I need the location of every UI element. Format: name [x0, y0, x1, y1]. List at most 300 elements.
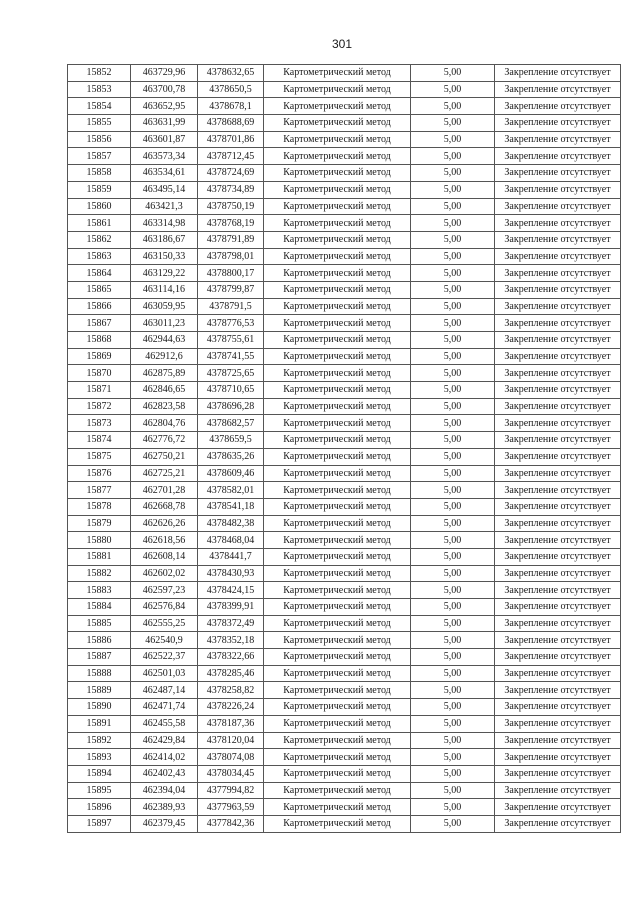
- point-number-cell: 15872: [68, 398, 131, 415]
- point-number-cell: 15883: [68, 582, 131, 599]
- fixing-cell: Закрепление отсутствует: [495, 465, 621, 482]
- y-coordinate-cell: 4378074,08: [198, 749, 264, 766]
- x-coordinate-cell: 462846,65: [131, 382, 198, 399]
- method-cell: Картометрический метод: [264, 765, 411, 782]
- point-number-cell: 15859: [68, 181, 131, 198]
- method-cell: Картометрический метод: [264, 382, 411, 399]
- method-cell: Картометрический метод: [264, 281, 411, 298]
- method-cell: Картометрический метод: [264, 515, 411, 532]
- fixing-cell: Закрепление отсутствует: [495, 231, 621, 248]
- method-cell: Картометрический метод: [264, 615, 411, 632]
- x-coordinate-cell: 462522,37: [131, 649, 198, 666]
- point-number-cell: 15875: [68, 448, 131, 465]
- accuracy-cell: 5,00: [411, 231, 495, 248]
- accuracy-cell: 5,00: [411, 298, 495, 315]
- accuracy-cell: 5,00: [411, 665, 495, 682]
- table-row: [68, 565, 621, 582]
- x-coordinate-cell: 463652,95: [131, 98, 198, 115]
- x-coordinate-cell: 463700,78: [131, 81, 198, 98]
- method-cell: Картометрический метод: [264, 315, 411, 332]
- point-number-cell: 15879: [68, 515, 131, 532]
- method-cell: Картометрический метод: [264, 81, 411, 98]
- point-number-cell: 15880: [68, 532, 131, 549]
- y-coordinate-cell: 4378724,69: [198, 165, 264, 182]
- fixing-cell: Закрепление отсутствует: [495, 482, 621, 499]
- fixing-cell: Закрепление отсутствует: [495, 181, 621, 198]
- table-row: [68, 315, 621, 332]
- accuracy-cell: 5,00: [411, 81, 495, 98]
- x-coordinate-cell: 463495,14: [131, 181, 198, 198]
- point-number-cell: 15884: [68, 599, 131, 616]
- point-number-cell: 15865: [68, 281, 131, 298]
- method-cell: Картометрический метод: [264, 448, 411, 465]
- y-coordinate-cell: 4378701,86: [198, 131, 264, 148]
- table-row: [68, 699, 621, 716]
- fixing-cell: Закрепление отсутствует: [495, 365, 621, 382]
- point-number-cell: 15856: [68, 131, 131, 148]
- table-row: [68, 548, 621, 565]
- fixing-cell: Закрепление отсутствует: [495, 632, 621, 649]
- fixing-cell: Закрепление отсутствует: [495, 415, 621, 432]
- fixing-cell: Закрепление отсутствует: [495, 65, 621, 82]
- x-coordinate-cell: 463186,67: [131, 231, 198, 248]
- accuracy-cell: 5,00: [411, 281, 495, 298]
- method-cell: Картометрический метод: [264, 715, 411, 732]
- x-coordinate-cell: 462501,03: [131, 665, 198, 682]
- x-coordinate-cell: 462576,84: [131, 599, 198, 616]
- x-coordinate-cell: 462750,21: [131, 448, 198, 465]
- method-cell: Картометрический метод: [264, 665, 411, 682]
- y-coordinate-cell: 4378258,82: [198, 682, 264, 699]
- table-row: [68, 432, 621, 449]
- accuracy-cell: 5,00: [411, 215, 495, 232]
- point-number-cell: 15852: [68, 65, 131, 82]
- table-row: [68, 599, 621, 616]
- point-number-cell: 15877: [68, 482, 131, 499]
- x-coordinate-cell: 462804,76: [131, 415, 198, 432]
- table-row: [68, 165, 621, 182]
- y-coordinate-cell: 4377994,82: [198, 782, 264, 799]
- method-cell: Картометрический метод: [264, 231, 411, 248]
- point-number-cell: 15857: [68, 148, 131, 165]
- accuracy-cell: 5,00: [411, 465, 495, 482]
- accuracy-cell: 5,00: [411, 448, 495, 465]
- method-cell: Картометрический метод: [264, 532, 411, 549]
- x-coordinate-cell: 462487,14: [131, 682, 198, 699]
- y-coordinate-cell: 4378120,04: [198, 732, 264, 749]
- accuracy-cell: 5,00: [411, 332, 495, 349]
- fixing-cell: Закрепление отсутствует: [495, 515, 621, 532]
- table-row: [68, 649, 621, 666]
- method-cell: Картометрический метод: [264, 782, 411, 799]
- method-cell: Картометрический метод: [264, 799, 411, 816]
- table-row: [68, 582, 621, 599]
- y-coordinate-cell: 4378582,01: [198, 482, 264, 499]
- y-coordinate-cell: 4378682,57: [198, 415, 264, 432]
- x-coordinate-cell: 462597,23: [131, 582, 198, 599]
- method-cell: Картометрический метод: [264, 365, 411, 382]
- table-row: [68, 131, 621, 148]
- method-cell: Картометрический метод: [264, 148, 411, 165]
- accuracy-cell: 5,00: [411, 248, 495, 265]
- method-cell: Картометрический метод: [264, 682, 411, 699]
- table-row: [68, 465, 621, 482]
- accuracy-cell: 5,00: [411, 765, 495, 782]
- accuracy-cell: 5,00: [411, 165, 495, 182]
- x-coordinate-cell: 462394,04: [131, 782, 198, 799]
- fixing-cell: Закрепление отсутствует: [495, 348, 621, 365]
- table-row: [68, 148, 621, 165]
- x-coordinate-cell: 463150,33: [131, 248, 198, 265]
- point-number-cell: 15895: [68, 782, 131, 799]
- y-coordinate-cell: 4378768,19: [198, 215, 264, 232]
- method-cell: Картометрический метод: [264, 348, 411, 365]
- point-number-cell: 15889: [68, 682, 131, 699]
- accuracy-cell: 5,00: [411, 548, 495, 565]
- method-cell: Картометрический метод: [264, 248, 411, 265]
- method-cell: Картометрический метод: [264, 565, 411, 582]
- method-cell: Картометрический метод: [264, 265, 411, 282]
- table-row: [68, 482, 621, 499]
- method-cell: Картометрический метод: [264, 98, 411, 115]
- point-number-cell: 15866: [68, 298, 131, 315]
- y-coordinate-cell: 4377963,59: [198, 799, 264, 816]
- accuracy-cell: 5,00: [411, 815, 495, 832]
- point-number-cell: 15885: [68, 615, 131, 632]
- accuracy-cell: 5,00: [411, 65, 495, 82]
- y-coordinate-cell: 4378755,61: [198, 332, 264, 349]
- fixing-cell: Закрепление отсутствует: [495, 548, 621, 565]
- point-number-cell: 15858: [68, 165, 131, 182]
- point-number-cell: 15886: [68, 632, 131, 649]
- point-number-cell: 15894: [68, 765, 131, 782]
- point-number-cell: 15893: [68, 749, 131, 766]
- y-coordinate-cell: 4378791,5: [198, 298, 264, 315]
- fixing-cell: Закрепление отсутствует: [495, 98, 621, 115]
- method-cell: Картометрический метод: [264, 198, 411, 215]
- x-coordinate-cell: 463729,96: [131, 65, 198, 82]
- y-coordinate-cell: 4378659,5: [198, 432, 264, 449]
- accuracy-cell: 5,00: [411, 599, 495, 616]
- fixing-cell: Закрепление отсутствует: [495, 682, 621, 699]
- table-row: [68, 398, 621, 415]
- fixing-cell: Закрепление отсутствует: [495, 665, 621, 682]
- table-row: [68, 281, 621, 298]
- method-cell: Картометрический метод: [264, 498, 411, 515]
- accuracy-cell: 5,00: [411, 632, 495, 649]
- accuracy-cell: 5,00: [411, 782, 495, 799]
- point-number-cell: 15867: [68, 315, 131, 332]
- x-coordinate-cell: 462626,26: [131, 515, 198, 532]
- method-cell: Картометрический метод: [264, 599, 411, 616]
- method-cell: Картометрический метод: [264, 649, 411, 666]
- table-row: [68, 515, 621, 532]
- table-row: [68, 732, 621, 749]
- page-number: 301: [331, 37, 353, 51]
- y-coordinate-cell: 4378734,89: [198, 181, 264, 198]
- x-coordinate-cell: 462402,43: [131, 765, 198, 782]
- point-number-cell: 15860: [68, 198, 131, 215]
- x-coordinate-cell: 463129,22: [131, 265, 198, 282]
- table-row: [68, 815, 621, 832]
- method-cell: Картометрический метод: [264, 332, 411, 349]
- fixing-cell: Закрепление отсутствует: [495, 248, 621, 265]
- accuracy-cell: 5,00: [411, 749, 495, 766]
- point-number-cell: 15871: [68, 382, 131, 399]
- y-coordinate-cell: 4378609,46: [198, 465, 264, 482]
- table-row: [68, 81, 621, 98]
- fixing-cell: Закрепление отсутствует: [495, 599, 621, 616]
- table-row: [68, 448, 621, 465]
- point-number-cell: 15874: [68, 432, 131, 449]
- fixing-cell: Закрепление отсутствует: [495, 582, 621, 599]
- accuracy-cell: 5,00: [411, 799, 495, 816]
- point-number-cell: 15853: [68, 81, 131, 98]
- table-row: [68, 365, 621, 382]
- point-number-cell: 15868: [68, 332, 131, 349]
- y-coordinate-cell: 4378696,28: [198, 398, 264, 415]
- table-row: [68, 115, 621, 132]
- point-number-cell: 15864: [68, 265, 131, 282]
- point-number-cell: 15862: [68, 231, 131, 248]
- fixing-cell: Закрепление отсутствует: [495, 165, 621, 182]
- method-cell: Картометрический метод: [264, 181, 411, 198]
- x-coordinate-cell: 462555,25: [131, 615, 198, 632]
- fixing-cell: Закрепление отсутствует: [495, 432, 621, 449]
- method-cell: Картометрический метод: [264, 398, 411, 415]
- x-coordinate-cell: 462608,14: [131, 548, 198, 565]
- point-number-cell: 15887: [68, 649, 131, 666]
- method-cell: Картометрический метод: [264, 749, 411, 766]
- fixing-cell: Закрепление отсутствует: [495, 815, 621, 832]
- fixing-cell: Закрепление отсутствует: [495, 498, 621, 515]
- point-number-cell: 15854: [68, 98, 131, 115]
- accuracy-cell: 5,00: [411, 131, 495, 148]
- fixing-cell: Закрепление отсутствует: [495, 131, 621, 148]
- method-cell: Картометрический метод: [264, 465, 411, 482]
- accuracy-cell: 5,00: [411, 415, 495, 432]
- method-cell: Картометрический метод: [264, 131, 411, 148]
- fixing-cell: Закрепление отсутствует: [495, 448, 621, 465]
- table-row: [68, 382, 621, 399]
- fixing-cell: Закрепление отсутствует: [495, 115, 621, 132]
- table-body: [68, 65, 621, 833]
- table-row: [68, 298, 621, 315]
- x-coordinate-cell: 462540,9: [131, 632, 198, 649]
- x-coordinate-cell: 462429,84: [131, 732, 198, 749]
- x-coordinate-cell: 463059,95: [131, 298, 198, 315]
- point-number-cell: 15876: [68, 465, 131, 482]
- x-coordinate-cell: 463114,16: [131, 281, 198, 298]
- y-coordinate-cell: 4378776,53: [198, 315, 264, 332]
- table-row: [68, 348, 621, 365]
- accuracy-cell: 5,00: [411, 115, 495, 132]
- x-coordinate-cell: 462602,02: [131, 565, 198, 582]
- point-number-cell: 15897: [68, 815, 131, 832]
- accuracy-cell: 5,00: [411, 649, 495, 666]
- x-coordinate-cell: 462455,58: [131, 715, 198, 732]
- point-number-cell: 15882: [68, 565, 131, 582]
- accuracy-cell: 5,00: [411, 565, 495, 582]
- y-coordinate-cell: 4378468,04: [198, 532, 264, 549]
- accuracy-cell: 5,00: [411, 432, 495, 449]
- fixing-cell: Закрепление отсутствует: [495, 198, 621, 215]
- y-coordinate-cell: 4378226,24: [198, 699, 264, 716]
- table-row: [68, 181, 621, 198]
- x-coordinate-cell: 462618,56: [131, 532, 198, 549]
- point-number-cell: 15873: [68, 415, 131, 432]
- method-cell: Картометрический метод: [264, 298, 411, 315]
- x-coordinate-cell: 463573,34: [131, 148, 198, 165]
- table-row: [68, 715, 621, 732]
- y-coordinate-cell: 4378750,19: [198, 198, 264, 215]
- method-cell: Картометрический метод: [264, 815, 411, 832]
- y-coordinate-cell: 4378799,87: [198, 281, 264, 298]
- accuracy-cell: 5,00: [411, 265, 495, 282]
- x-coordinate-cell: 462701,28: [131, 482, 198, 499]
- method-cell: Картометрический метод: [264, 415, 411, 432]
- y-coordinate-cell: 4378712,45: [198, 148, 264, 165]
- y-coordinate-cell: 4378352,18: [198, 632, 264, 649]
- y-coordinate-cell: 4378399,91: [198, 599, 264, 616]
- accuracy-cell: 5,00: [411, 181, 495, 198]
- fixing-cell: Закрепление отсутствует: [495, 332, 621, 349]
- table-row: [68, 198, 621, 215]
- y-coordinate-cell: 4378800,17: [198, 265, 264, 282]
- point-number-cell: 15891: [68, 715, 131, 732]
- x-coordinate-cell: 463534,61: [131, 165, 198, 182]
- x-coordinate-cell: 462414,02: [131, 749, 198, 766]
- y-coordinate-cell: 4378741,55: [198, 348, 264, 365]
- y-coordinate-cell: 4377842,36: [198, 815, 264, 832]
- fixing-cell: Закрепление отсутствует: [495, 732, 621, 749]
- point-number-cell: 15861: [68, 215, 131, 232]
- method-cell: Картометрический метод: [264, 65, 411, 82]
- table-row: [68, 665, 621, 682]
- x-coordinate-cell: 462668,78: [131, 498, 198, 515]
- accuracy-cell: 5,00: [411, 498, 495, 515]
- point-number-cell: 15896: [68, 799, 131, 816]
- method-cell: Картометрический метод: [264, 432, 411, 449]
- table-row: [68, 231, 621, 248]
- coordinates-table: [67, 64, 621, 833]
- y-coordinate-cell: 4378791,89: [198, 231, 264, 248]
- accuracy-cell: 5,00: [411, 732, 495, 749]
- x-coordinate-cell: 462725,21: [131, 465, 198, 482]
- x-coordinate-cell: 462379,45: [131, 815, 198, 832]
- point-number-cell: 15881: [68, 548, 131, 565]
- table-row: [68, 215, 621, 232]
- accuracy-cell: 5,00: [411, 98, 495, 115]
- table-row: [68, 248, 621, 265]
- y-coordinate-cell: 4378034,45: [198, 765, 264, 782]
- fixing-cell: Закрепление отсутствует: [495, 532, 621, 549]
- table-row: [68, 799, 621, 816]
- accuracy-cell: 5,00: [411, 315, 495, 332]
- table-row: [68, 765, 621, 782]
- table-row: [68, 749, 621, 766]
- point-number-cell: 15855: [68, 115, 131, 132]
- y-coordinate-cell: 4378635,26: [198, 448, 264, 465]
- y-coordinate-cell: 4378372,49: [198, 615, 264, 632]
- method-cell: Картометрический метод: [264, 165, 411, 182]
- table-row: [68, 498, 621, 515]
- accuracy-cell: 5,00: [411, 398, 495, 415]
- point-number-cell: 15869: [68, 348, 131, 365]
- fixing-cell: Закрепление отсутствует: [495, 281, 621, 298]
- fixing-cell: Закрепление отсутствует: [495, 315, 621, 332]
- x-coordinate-cell: 462875,89: [131, 365, 198, 382]
- table-row: [68, 415, 621, 432]
- x-coordinate-cell: 463631,99: [131, 115, 198, 132]
- accuracy-cell: 5,00: [411, 682, 495, 699]
- x-coordinate-cell: 463011,23: [131, 315, 198, 332]
- method-cell: Картометрический метод: [264, 548, 411, 565]
- accuracy-cell: 5,00: [411, 615, 495, 632]
- x-coordinate-cell: 463314,98: [131, 215, 198, 232]
- fixing-cell: Закрепление отсутствует: [495, 81, 621, 98]
- y-coordinate-cell: 4378424,15: [198, 582, 264, 599]
- fixing-cell: Закрепление отсутствует: [495, 382, 621, 399]
- fixing-cell: Закрепление отсутствует: [495, 749, 621, 766]
- point-number-cell: 15888: [68, 665, 131, 682]
- y-coordinate-cell: 4378441,7: [198, 548, 264, 565]
- table-row: [68, 98, 621, 115]
- x-coordinate-cell: 462912,6: [131, 348, 198, 365]
- accuracy-cell: 5,00: [411, 482, 495, 499]
- method-cell: Картометрический метод: [264, 632, 411, 649]
- x-coordinate-cell: 462471,74: [131, 699, 198, 716]
- table-row: [68, 265, 621, 282]
- fixing-cell: Закрепление отсутствует: [495, 649, 621, 666]
- point-number-cell: 15863: [68, 248, 131, 265]
- y-coordinate-cell: 4378678,1: [198, 98, 264, 115]
- fixing-cell: Закрепление отсутствует: [495, 398, 621, 415]
- table-row: [68, 332, 621, 349]
- point-number-cell: 15890: [68, 699, 131, 716]
- fixing-cell: Закрепление отсутствует: [495, 148, 621, 165]
- y-coordinate-cell: 4378322,66: [198, 649, 264, 666]
- y-coordinate-cell: 4378285,46: [198, 665, 264, 682]
- y-coordinate-cell: 4378541,18: [198, 498, 264, 515]
- fixing-cell: Закрепление отсутствует: [495, 699, 621, 716]
- table-row: [68, 782, 621, 799]
- method-cell: Картометрический метод: [264, 482, 411, 499]
- y-coordinate-cell: 4378187,36: [198, 715, 264, 732]
- x-coordinate-cell: 463601,87: [131, 131, 198, 148]
- y-coordinate-cell: 4378650,5: [198, 81, 264, 98]
- method-cell: Картометрический метод: [264, 215, 411, 232]
- accuracy-cell: 5,00: [411, 699, 495, 716]
- method-cell: Картометрический метод: [264, 732, 411, 749]
- y-coordinate-cell: 4378688,69: [198, 115, 264, 132]
- table-row: [68, 532, 621, 549]
- fixing-cell: Закрепление отсутствует: [495, 565, 621, 582]
- x-coordinate-cell: 463421,3: [131, 198, 198, 215]
- fixing-cell: Закрепление отсутствует: [495, 715, 621, 732]
- accuracy-cell: 5,00: [411, 198, 495, 215]
- table-row: [68, 632, 621, 649]
- table-row: [68, 682, 621, 699]
- x-coordinate-cell: 462823,58: [131, 398, 198, 415]
- x-coordinate-cell: 462776,72: [131, 432, 198, 449]
- method-cell: Картометрический метод: [264, 115, 411, 132]
- y-coordinate-cell: 4378482,38: [198, 515, 264, 532]
- point-number-cell: 15870: [68, 365, 131, 382]
- fixing-cell: Закрепление отсутствует: [495, 215, 621, 232]
- fixing-cell: Закрепление отсутствует: [495, 782, 621, 799]
- y-coordinate-cell: 4378430,93: [198, 565, 264, 582]
